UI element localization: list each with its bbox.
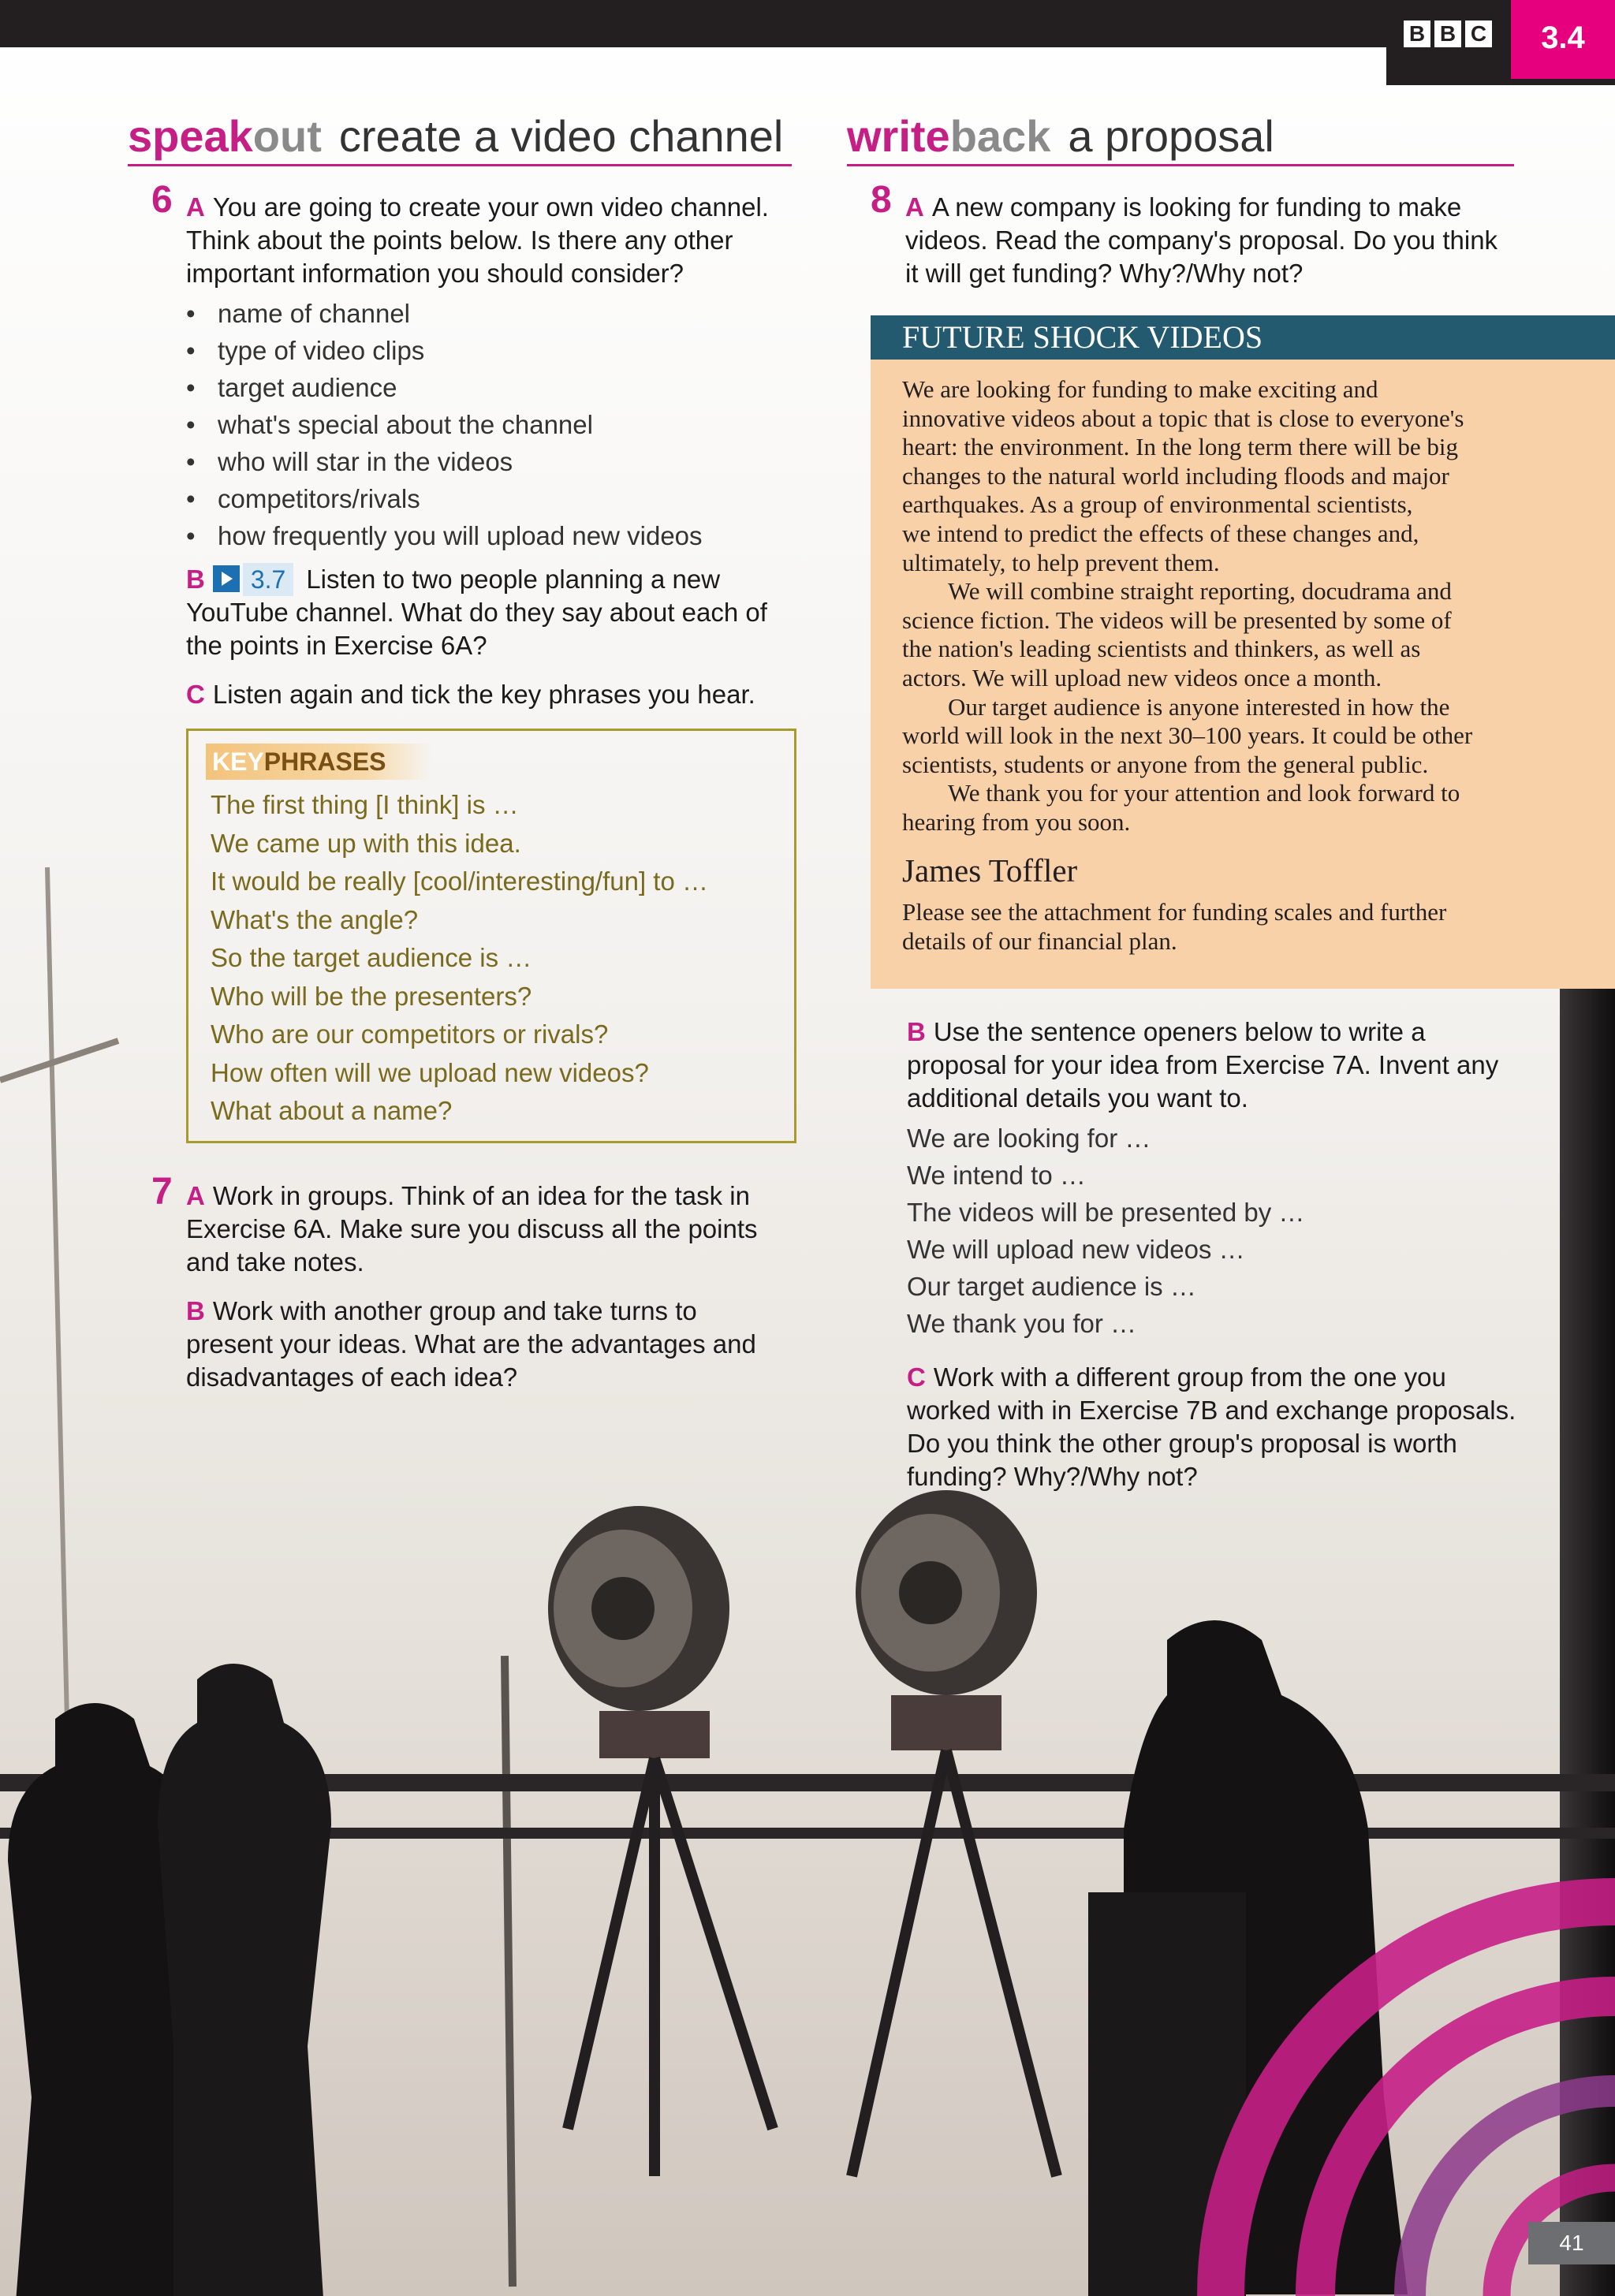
- exercise-letter: B: [186, 1296, 205, 1325]
- exercise-6b-line: YouTube channel. What do they say about each of: [186, 598, 767, 627]
- exercise-6c-text: Listen again and tick the key phrases you hear.: [212, 680, 755, 709]
- exercise-7b-line: disadvantages of each idea?: [186, 1362, 518, 1392]
- exercise-8b: [907, 1016, 1553, 1115]
- page-number: 41: [1528, 2222, 1615, 2264]
- play-audio-icon[interactable]: [213, 565, 240, 592]
- proposal-title: FUTURE SHOCK VIDEOS: [902, 319, 1263, 355]
- exercise-6a-line: important information you should consider?: [186, 259, 684, 288]
- speakout-brand-out: out: [252, 111, 322, 161]
- proposal-line: details of our financial plan.: [902, 927, 1177, 955]
- list-item: • name of channel: [186, 295, 703, 332]
- proposal-line: We thank you for your attention and look forward to: [948, 779, 1460, 807]
- speakout-subtitle: create a video channel: [338, 111, 784, 161]
- exercise-8a-line: A new company is looking for funding to make: [931, 192, 1462, 222]
- list-item: • competitors/rivals: [186, 480, 703, 517]
- exercise-8-number: 8: [871, 179, 892, 221]
- exercise-7b-line: present your ideas. What are the advantages and: [186, 1329, 756, 1359]
- key-phrases-title: [206, 744, 431, 780]
- writeback-heading: [847, 109, 1514, 166]
- list-item: Our target audience is …: [907, 1272, 1196, 1301]
- proposal-line: we intend to predict the effects of these changes and,: [902, 519, 1419, 547]
- key-phrases-box: [186, 729, 796, 1143]
- proposal-paragraph-3: [902, 693, 1596, 780]
- key-phrases-title-phrases: PHRASES: [263, 747, 386, 776]
- bbc-letter: C: [1465, 20, 1492, 47]
- key-phrase-item: How often will we upload new videos?: [211, 1057, 649, 1087]
- exercise-letter: C: [186, 680, 205, 709]
- unit-number: 3.4: [1511, 0, 1615, 79]
- exercise-6b-line: the points in Exercise 6A?: [186, 631, 487, 660]
- writeback-subtitle: a proposal: [1068, 111, 1274, 161]
- key-phrase-item: What about a name?: [211, 1096, 453, 1125]
- exercise-6b-line: Listen to two people planning a new: [306, 565, 721, 594]
- proposal-line: We will combine straight reporting, docudrama and: [948, 577, 1452, 606]
- exercise-letter: B: [186, 565, 205, 594]
- exercise-8b-line: proposal for your idea from Exercise 7A. Invent any: [907, 1050, 1499, 1079]
- exercise-6a-line: Think about the points below. Is there any other: [186, 226, 733, 255]
- key-phrase-item: Who are our competitors or rivals?: [211, 1019, 609, 1049]
- list-item: We thank you for …: [907, 1309, 1137, 1338]
- list-item: The videos will be presented by …: [907, 1198, 1305, 1227]
- list-item: • how frequently you will upload new videos: [186, 517, 703, 554]
- proposal-line: scientists, students or anyone from the general public.: [902, 750, 1429, 778]
- proposal-line: changes to the natural world including floods and major: [902, 461, 1449, 490]
- proposal-line: Our target audience is anyone interested in how the: [948, 692, 1450, 721]
- sentence-openers-list: [907, 1120, 1304, 1342]
- proposal-line: earthquakes. As a group of environmental scientists,: [902, 490, 1413, 519]
- speakout-heading: [128, 109, 792, 166]
- proposal-line: Please see the attachment for funding scales and further: [902, 898, 1447, 926]
- key-phrase-item: It would be really [cool/interesting/fun] to …: [211, 867, 708, 896]
- exercise-6-number: 6: [151, 179, 173, 221]
- exercise-7b: [186, 1295, 801, 1394]
- exercise-6c: [186, 678, 817, 711]
- list-item: We will upload new videos …: [907, 1235, 1245, 1264]
- exercise-letter: A: [186, 1181, 205, 1210]
- exercise-8b-line: additional details you want to.: [907, 1083, 1248, 1113]
- key-phrase-item: Who will be the presenters?: [211, 981, 532, 1011]
- exercise-8a: [905, 191, 1536, 290]
- writeback-brand-write: write: [847, 111, 950, 161]
- proposal-line: We are looking for funding to make exciting and: [902, 375, 1378, 403]
- key-phrase-item: What's the angle?: [211, 904, 419, 934]
- key-phrases-list: [211, 786, 708, 1131]
- key-phrase-item: We came up with this idea.: [211, 828, 521, 858]
- exercise-letter: C: [907, 1362, 926, 1392]
- exercise-7a: [186, 1180, 801, 1279]
- exercise-6a-bullet-list: [186, 295, 703, 554]
- exercise-8a-line: videos. Read the company's proposal. Do you think: [905, 226, 1498, 255]
- list-item: • who will star in the videos: [186, 443, 703, 480]
- list-item: We intend to …: [907, 1161, 1086, 1190]
- proposal-line: actors. We will upload new videos once a month.: [902, 663, 1382, 691]
- list-item: • type of video clips: [186, 332, 703, 369]
- list-item: • what's special about the channel: [186, 406, 703, 443]
- proposal-line: science fiction. The videos will be presented by some of: [902, 606, 1452, 634]
- speakout-brand-speak: speak: [128, 111, 253, 161]
- proposal-title-bar: [871, 315, 1615, 360]
- exercise-8c: [907, 1361, 1553, 1493]
- exercise-8a-line: it will get funding? Why?/Why not?: [905, 259, 1304, 288]
- proposal-text: [902, 375, 1596, 837]
- proposal-paragraph-2: [902, 577, 1596, 692]
- audio-track-number[interactable]: 3.7: [243, 563, 293, 596]
- exercise-letter: A: [905, 192, 924, 222]
- proposal-signature: James Toffler: [902, 852, 1078, 889]
- key-phrase-item: The first thing [I think] is …: [211, 790, 519, 819]
- exercise-6b: [186, 563, 801, 662]
- exercise-6a-line: You are going to create your own video channel.: [212, 192, 769, 222]
- exercise-7a-line: Work in groups. Think of an idea for the task in: [212, 1181, 750, 1210]
- proposal-body: [871, 360, 1615, 989]
- proposal-line: the nation's leading scientists and thinkers, as well as: [902, 635, 1421, 663]
- exercise-8c-line: Do you think the other group's proposal is worth: [907, 1429, 1457, 1458]
- proposal-line: world will look in the next 30–100 years. It could be other: [902, 721, 1473, 750]
- writeback-brand-back: back: [949, 111, 1051, 161]
- proposal-line: hearing from you soon.: [902, 807, 1131, 836]
- proposal-line: heart: the environment. In the long term there will be big: [902, 433, 1459, 461]
- exercise-7b-line: Work with another group and take turns to: [212, 1296, 697, 1325]
- exercise-6a: [186, 191, 801, 290]
- exercise-7a-line: and take notes.: [186, 1247, 364, 1277]
- list-item: We are looking for …: [907, 1124, 1151, 1153]
- exercise-7a-line: Exercise 6A. Make sure you discuss all the points: [186, 1214, 758, 1243]
- exercise-8c-line: funding? Why?/Why not?: [907, 1462, 1198, 1491]
- proposal-paragraph-4: [902, 779, 1596, 837]
- proposal-paragraph-1: [902, 375, 1596, 577]
- list-item: • target audience: [186, 369, 703, 406]
- proposal-line: innovative videos about a topic that is close to everyone's: [902, 404, 1464, 432]
- proposal-line: ultimately, to help prevent them.: [902, 548, 1220, 576]
- bbc-letter: B: [1434, 20, 1461, 47]
- exercise-8c-line: worked with in Exercise 7B and exchange proposals.: [907, 1396, 1516, 1425]
- bbc-letter: B: [1404, 20, 1430, 47]
- key-phrases-title-key: KEY: [212, 747, 264, 776]
- exercise-8c-line: Work with a different group from the one you: [933, 1362, 1446, 1392]
- exercise-letter: B: [907, 1017, 926, 1046]
- exercise-7-number: 7: [151, 1171, 173, 1213]
- exercise-8b-line: Use the sentence openers below to write a: [933, 1017, 1426, 1046]
- key-phrase-item: So the target audience is …: [211, 943, 532, 972]
- proposal-attachment-note: [902, 897, 1580, 956]
- exercise-letter: A: [186, 192, 205, 222]
